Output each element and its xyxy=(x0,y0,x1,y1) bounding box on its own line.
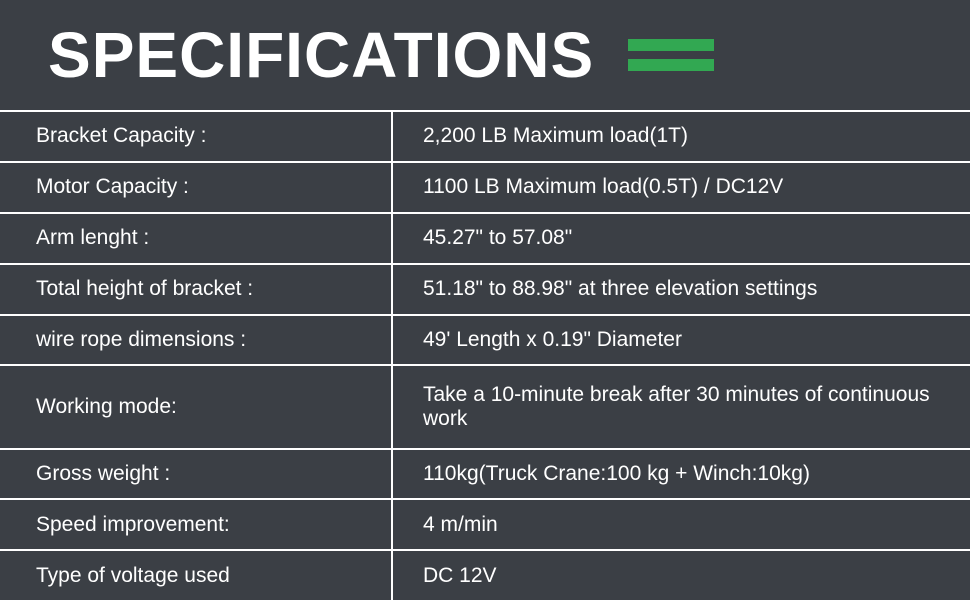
table-row xyxy=(0,162,970,213)
spec-value: 1100 LB Maximum load(0.5T) / DC12V xyxy=(423,175,784,199)
spec-label: Working mode: xyxy=(0,365,392,448)
table-row xyxy=(0,499,970,550)
spec-label: Bracket Capacity : xyxy=(0,111,392,162)
header xyxy=(0,0,970,110)
spec-value: 51.18" to 88.98" at three elevation settings xyxy=(423,277,818,301)
spec-value: DC 12V xyxy=(423,563,497,587)
spec-label: Arm lenght : xyxy=(0,213,392,264)
spec-label: Gross weight : xyxy=(0,449,392,500)
table-row xyxy=(0,213,970,264)
spec-value: 4 m/min xyxy=(423,512,498,536)
spec-label: wire rope dimensions : xyxy=(0,315,392,366)
spec-value: 49' Length x 0.19" Diameter xyxy=(423,327,682,351)
table-row xyxy=(0,315,970,366)
accent-bar-top xyxy=(628,39,714,51)
equals-bars-icon xyxy=(628,39,714,71)
spec-value: 2,200 LB Maximum load(1T) xyxy=(423,124,688,148)
spec-label: Speed improvement: xyxy=(0,499,392,550)
table-row xyxy=(0,550,970,600)
table-row xyxy=(0,264,970,315)
specifications-table xyxy=(0,110,970,600)
table-row xyxy=(0,365,970,448)
table-row xyxy=(0,449,970,500)
spec-label: Type of voltage used xyxy=(0,550,392,600)
spec-label: Total height of bracket : xyxy=(0,264,392,315)
page-title: SPECIFICATIONS xyxy=(48,19,595,91)
spec-value: 45.27" to 57.08" xyxy=(423,226,573,250)
accent-bar-bottom xyxy=(628,59,714,71)
spec-label: Motor Capacity : xyxy=(0,162,392,213)
spec-value: 110kg(Truck Crane:100 kg + Winch:10kg) xyxy=(423,461,810,485)
spec-value: Take a 10-minute break after 30 minutes of continuous work xyxy=(423,382,930,430)
table-row xyxy=(0,111,970,162)
